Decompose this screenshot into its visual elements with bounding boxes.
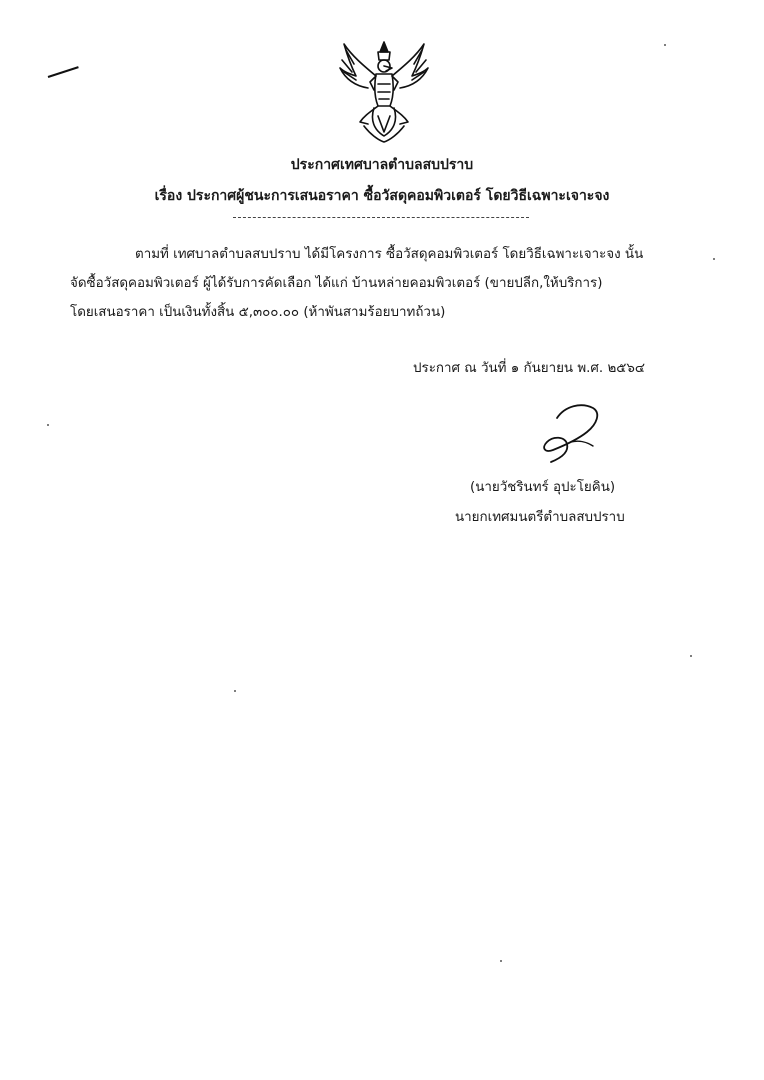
scan-speck [690, 655, 692, 657]
title-divider [233, 217, 529, 218]
body-line-2: จัดซื้อวัสดุคอมพิวเตอร์ ผู้ได้รับการคัดเลือก ได้แก่ บ้านหล่ายคอมพิวเตอร์ (ขายปลีก,ให้บริการ) [70, 276, 603, 291]
handwritten-signature [535, 400, 605, 466]
signer-title: นายกเทศมนตรีตำบลสบปราบ [455, 510, 625, 525]
scan-speck [47, 424, 49, 426]
scan-speck [664, 44, 666, 46]
announcement-subject: เรื่อง ประกาศผู้ชนะการเสนอราคา ซื้อวัสดุคอมพิวเตอร์ โดยวิธีเฉพาะเจาะจง [154, 188, 610, 204]
signer-name: (นายวัชรินทร์ อุปะโยคิน) [470, 480, 616, 495]
stray-pen-mark [48, 66, 79, 78]
announcement-org-title: ประกาศเทศบาลตำบลสบปราบ [290, 157, 474, 173]
announcement-date: ประกาศ ณ วันที่ ๑ กันยายน พ.ศ. ๒๕๖๔ [413, 361, 646, 376]
scan-speck [234, 690, 236, 692]
scan-speck [500, 960, 502, 962]
scan-speck [713, 258, 715, 260]
garuda-emblem-icon [334, 36, 434, 144]
body-line-1: ตามที่ เทศบาลตำบลสบปราบ ได้มีโครงการ ซื้อวัสดุคอมพิวเตอร์ โดยวิธีเฉพาะเจาะจง นั้น [135, 247, 644, 262]
body-line-3: โดยเสนอราคา เป็นเงินทั้งสิ้น ๕,๓๐๐.๐๐ (ห้าพันสามร้อยบาทถ้วน) [70, 305, 446, 320]
